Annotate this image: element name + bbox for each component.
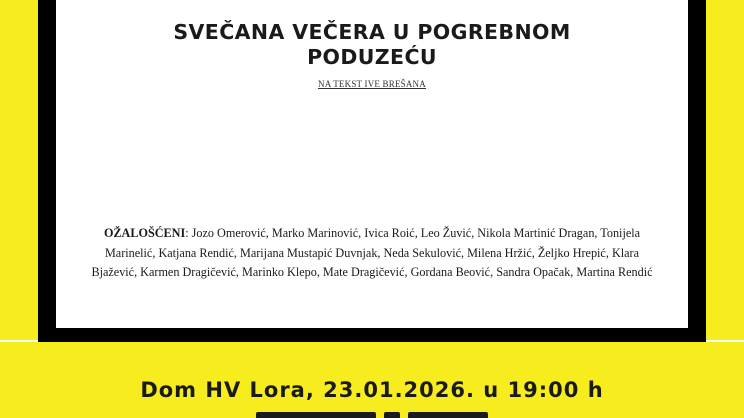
poster-title (56, 20, 688, 70)
yellow-border-left (0, 0, 38, 340)
cast-label: OŽALOŠĆENI (103, 226, 186, 240)
yellow-border-right (706, 0, 744, 340)
cast-names: : Jozo Omerović, Marko Marinović, Ivica Roić, Leo Žuvić, Nikola Martinić Dragan, Tonijela Marinelić, Katjana Rendić, Marijana Mustapić Duvnjak, Neda Sekulović, Milena Hržić, Željko Hrepić, Klara Bjažević, Karmen Dragičević, Marinko Klepo, Mate Dragičević, Gordana Beović, Sandra Opačak, Martina Rendić (91, 226, 653, 279)
poster-subtitle: NA TEKST IVE BREŠANA (318, 79, 426, 89)
cut-off-text-line (0, 408, 744, 418)
cast-list (86, 224, 658, 283)
title-line-1: SVEČANA VEČERA U POGREBNOM (173, 20, 571, 44)
poster-panel (56, 0, 688, 328)
title-line-2: PODUZEĆU (307, 45, 437, 69)
venue-date-line: Dom HV Lora, 23.01.2026. u 19:00 h (140, 378, 604, 402)
